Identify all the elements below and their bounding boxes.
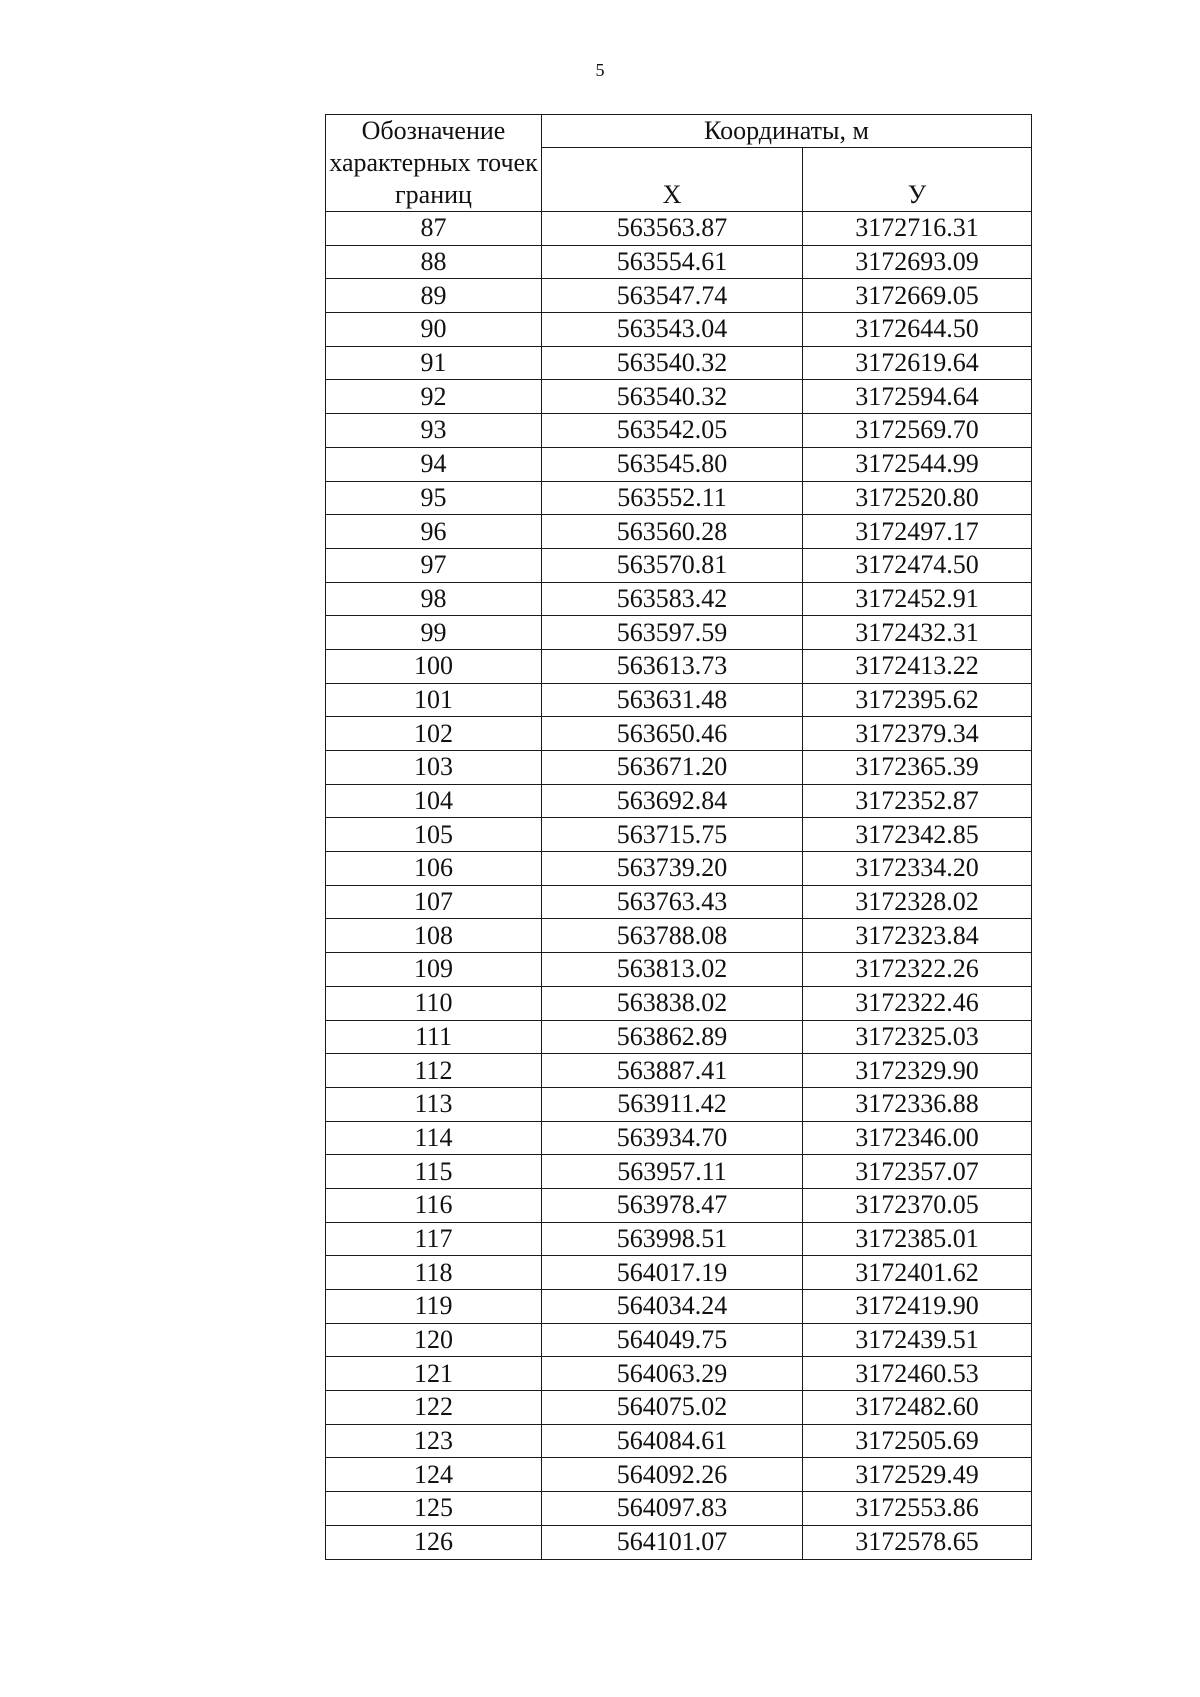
cell-point: 89 (326, 279, 542, 313)
table-row (326, 1121, 1032, 1155)
cell-y: 3172401.62 (803, 1256, 1032, 1290)
cell-x: 563934.70 (542, 1121, 803, 1155)
table-row (326, 1188, 1032, 1222)
cell-point: 88 (326, 245, 542, 279)
cell-x: 563543.04 (542, 313, 803, 347)
cell-y: 3172669.05 (803, 279, 1032, 313)
cell-x: 563540.32 (542, 380, 803, 414)
cell-x: 563583.42 (542, 582, 803, 616)
table-row (326, 1323, 1032, 1357)
table-row (326, 986, 1032, 1020)
cell-point: 115 (326, 1155, 542, 1189)
cell-x: 564049.75 (542, 1323, 803, 1357)
cell-y: 3172505.69 (803, 1424, 1032, 1458)
cell-y: 3172482.60 (803, 1391, 1032, 1425)
cell-y: 3172334.20 (803, 852, 1032, 886)
cell-point: 91 (326, 346, 542, 380)
cell-y: 3172716.31 (803, 212, 1032, 246)
table-row (326, 616, 1032, 650)
cell-x: 564075.02 (542, 1391, 803, 1425)
cell-x: 564017.19 (542, 1256, 803, 1290)
cell-y: 3172439.51 (803, 1323, 1032, 1357)
cell-y: 3172365.39 (803, 751, 1032, 785)
cell-y: 3172419.90 (803, 1290, 1032, 1324)
table-body (326, 212, 1032, 1560)
cell-x: 563540.32 (542, 346, 803, 380)
cell-x: 563739.20 (542, 852, 803, 886)
cell-y: 3172553.86 (803, 1492, 1032, 1526)
cell-point: 90 (326, 313, 542, 347)
cell-y: 3172385.01 (803, 1222, 1032, 1256)
cell-point: 122 (326, 1391, 542, 1425)
cell-y: 3172329.90 (803, 1054, 1032, 1088)
cell-y: 3172569.70 (803, 414, 1032, 448)
table-row (326, 1087, 1032, 1121)
cell-y: 3172693.09 (803, 245, 1032, 279)
cell-point: 110 (326, 986, 542, 1020)
cell-x: 563813.02 (542, 953, 803, 987)
table-row (326, 582, 1032, 616)
cell-y: 3172352.87 (803, 784, 1032, 818)
cell-y: 3172460.53 (803, 1357, 1032, 1391)
cell-point: 121 (326, 1357, 542, 1391)
cell-x: 563613.73 (542, 649, 803, 683)
table-row (326, 852, 1032, 886)
cell-x: 563978.47 (542, 1188, 803, 1222)
cell-point: 118 (326, 1256, 542, 1290)
table-row (326, 515, 1032, 549)
table-row (326, 1054, 1032, 1088)
table-row (326, 380, 1032, 414)
cell-y: 3172325.03 (803, 1020, 1032, 1054)
cell-x: 563560.28 (542, 515, 803, 549)
cell-point: 98 (326, 582, 542, 616)
cell-y: 3172395.62 (803, 683, 1032, 717)
header-y: У (803, 148, 1032, 212)
table-row (326, 1424, 1032, 1458)
cell-point: 113 (326, 1087, 542, 1121)
cell-point: 109 (326, 953, 542, 987)
cell-x: 563563.87 (542, 212, 803, 246)
table-row (326, 279, 1032, 313)
table-row (326, 649, 1032, 683)
table-row (326, 212, 1032, 246)
cell-x: 564092.26 (542, 1458, 803, 1492)
cell-y: 3172323.84 (803, 919, 1032, 953)
cell-y: 3172520.80 (803, 481, 1032, 515)
cell-point: 126 (326, 1525, 542, 1559)
cell-x: 564063.29 (542, 1357, 803, 1391)
cell-point: 125 (326, 1492, 542, 1526)
table-row (326, 481, 1032, 515)
header-coordinates: Координаты, м (542, 115, 1032, 148)
table-row (326, 919, 1032, 953)
table-row (326, 1492, 1032, 1526)
cell-y: 3172322.46 (803, 986, 1032, 1020)
cell-x: 563570.81 (542, 548, 803, 582)
cell-x: 563715.75 (542, 818, 803, 852)
cell-point: 103 (326, 751, 542, 785)
cell-x: 563763.43 (542, 885, 803, 919)
table-row (326, 245, 1032, 279)
cell-point: 124 (326, 1458, 542, 1492)
table-row (326, 346, 1032, 380)
cell-point: 104 (326, 784, 542, 818)
table-row (326, 1525, 1032, 1559)
table-row (326, 313, 1032, 347)
cell-x: 563631.48 (542, 683, 803, 717)
cell-y: 3172357.07 (803, 1155, 1032, 1189)
table-row (326, 751, 1032, 785)
table-row (326, 1256, 1032, 1290)
table-row (326, 548, 1032, 582)
cell-y: 3172379.34 (803, 717, 1032, 751)
table-row (326, 717, 1032, 751)
table-row (326, 953, 1032, 987)
cell-x: 564097.83 (542, 1492, 803, 1526)
cell-point: 92 (326, 380, 542, 414)
table-row (326, 1155, 1032, 1189)
cell-x: 563671.20 (542, 751, 803, 785)
cell-y: 3172594.64 (803, 380, 1032, 414)
cell-x: 563552.11 (542, 481, 803, 515)
table-row (326, 1458, 1032, 1492)
cell-x: 563838.02 (542, 986, 803, 1020)
cell-x: 563862.89 (542, 1020, 803, 1054)
table-row (326, 1020, 1032, 1054)
cell-y: 3172644.50 (803, 313, 1032, 347)
table-row (326, 1391, 1032, 1425)
cell-point: 99 (326, 616, 542, 650)
cell-y: 3172328.02 (803, 885, 1032, 919)
cell-point: 111 (326, 1020, 542, 1054)
cell-x: 563554.61 (542, 245, 803, 279)
cell-y: 3172413.22 (803, 649, 1032, 683)
cell-x: 563542.05 (542, 414, 803, 448)
cell-point: 97 (326, 548, 542, 582)
cell-point: 94 (326, 447, 542, 481)
cell-point: 93 (326, 414, 542, 448)
cell-y: 3172544.99 (803, 447, 1032, 481)
coordinates-table (325, 114, 1032, 1560)
cell-x: 564034.24 (542, 1290, 803, 1324)
table-row (326, 1222, 1032, 1256)
cell-point: 108 (326, 919, 542, 953)
cell-y: 3172529.49 (803, 1458, 1032, 1492)
cell-y: 3172619.64 (803, 346, 1032, 380)
table-row (326, 414, 1032, 448)
cell-x: 563547.74 (542, 279, 803, 313)
table-row (326, 1290, 1032, 1324)
cell-point: 120 (326, 1323, 542, 1357)
cell-x: 563788.08 (542, 919, 803, 953)
cell-point: 95 (326, 481, 542, 515)
cell-point: 96 (326, 515, 542, 549)
cell-y: 3172370.05 (803, 1188, 1032, 1222)
cell-point: 102 (326, 717, 542, 751)
cell-point: 117 (326, 1222, 542, 1256)
cell-x: 563650.46 (542, 717, 803, 751)
table-row (326, 683, 1032, 717)
cell-x: 563692.84 (542, 784, 803, 818)
cell-x: 563545.80 (542, 447, 803, 481)
cell-point: 119 (326, 1290, 542, 1324)
table-row (326, 784, 1032, 818)
cell-y: 3172578.65 (803, 1525, 1032, 1559)
cell-point: 112 (326, 1054, 542, 1088)
table-row (326, 447, 1032, 481)
cell-y: 3172474.50 (803, 548, 1032, 582)
cell-x: 564101.07 (542, 1525, 803, 1559)
cell-point: 105 (326, 818, 542, 852)
cell-y: 3172432.31 (803, 616, 1032, 650)
cell-x: 563998.51 (542, 1222, 803, 1256)
cell-point: 107 (326, 885, 542, 919)
table-row (326, 885, 1032, 919)
header-x: Х (542, 148, 803, 212)
cell-y: 3172342.85 (803, 818, 1032, 852)
cell-x: 564084.61 (542, 1424, 803, 1458)
cell-y: 3172346.00 (803, 1121, 1032, 1155)
cell-x: 563597.59 (542, 616, 803, 650)
table-row (326, 1357, 1032, 1391)
cell-y: 3172336.88 (803, 1087, 1032, 1121)
cell-point: 114 (326, 1121, 542, 1155)
cell-point: 123 (326, 1424, 542, 1458)
table-header (326, 115, 1032, 212)
cell-x: 563887.41 (542, 1054, 803, 1088)
cell-y: 3172497.17 (803, 515, 1032, 549)
table-row (326, 818, 1032, 852)
cell-point: 106 (326, 852, 542, 886)
cell-x: 563957.11 (542, 1155, 803, 1189)
page-number: 5 (595, 60, 605, 80)
cell-point: 101 (326, 683, 542, 717)
cell-x: 563911.42 (542, 1087, 803, 1121)
cell-y: 3172322.26 (803, 953, 1032, 987)
cell-point: 100 (326, 649, 542, 683)
cell-y: 3172452.91 (803, 582, 1032, 616)
header-point-designation: Обозначение характерных точек границ (326, 115, 542, 212)
cell-point: 87 (326, 212, 542, 246)
cell-point: 116 (326, 1188, 542, 1222)
